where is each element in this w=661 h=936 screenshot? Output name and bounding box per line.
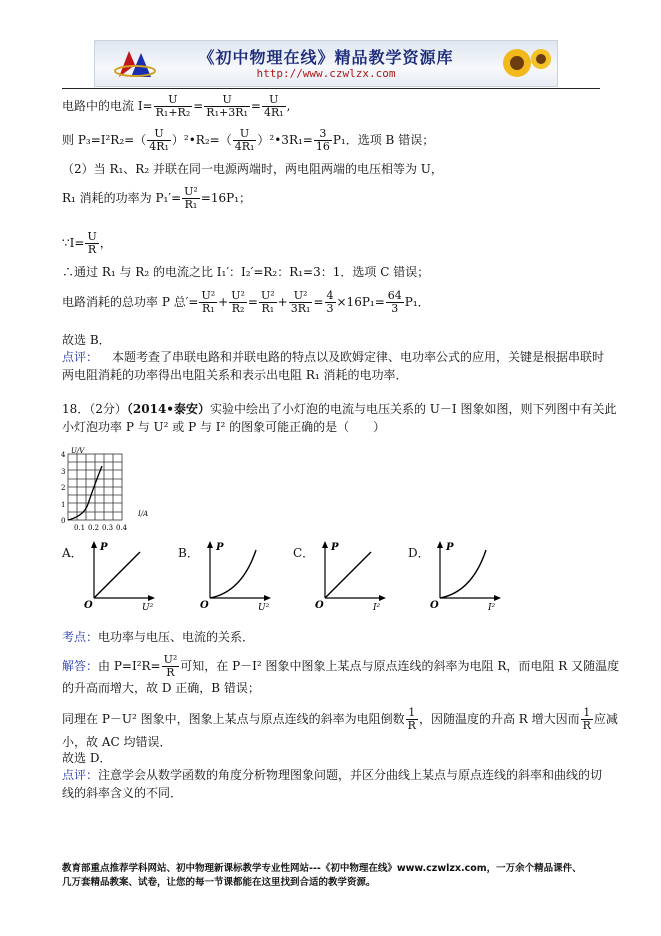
comment-line-1: 点评： 本题考查了串联电路和并联电路的特点以及欧姆定律、电功率公式的应用，关键是根据串联时	[62, 350, 605, 364]
header-banner	[94, 40, 558, 87]
y-arrow-icon	[322, 541, 328, 548]
solution-line-current: 电路中的电流 I= $\frac{U}{\text{R₁+R₂}}$ = $\frac{U}{\text{R₁+3R₁}}$ = $\frac{U}{\text{4R₁}}$ ,	[62, 93, 291, 119]
option-graph[interactable]	[198, 538, 278, 610]
option-letter[interactable]: D．	[408, 546, 430, 560]
option-y-label: P	[331, 542, 339, 553]
ui-y-label: U/V	[71, 447, 85, 455]
question-18-line-2: 小灯泡功率 P 与 U² 或 P 与 I² 的图象可能正确的是（ ）	[62, 420, 386, 434]
footer-line-1: 教育部重点推荐学科网站、初中物理新课标教学专业性网站---《初中物理在线》www.czwlzx.com，一万余个精品课件、	[62, 863, 582, 874]
option-y-label: P	[216, 542, 224, 553]
jieda-line-1: 解答：由 P=I²R= $\frac{\text{U²}}{R}$ 可知，在 P－I² 图象中图象上某点与原点连线的斜率为电阻 R，而电阻 R 又随温度	[62, 653, 620, 679]
banner-title: 《初中物理在线》精品教学资源库	[198, 48, 454, 67]
footer-line-2: 几万套精品教案、试卷，让您的每一节课都能在这里找到合适的教学资源。	[62, 877, 376, 888]
option-y-label: P	[446, 542, 454, 553]
option-graph[interactable]	[313, 538, 393, 610]
x-arrow-icon	[494, 595, 501, 601]
ui-y-tick: 0	[61, 517, 66, 525]
option-curve	[94, 552, 140, 598]
solution-line-p3: 则 P₃=I²R₂=（ $\frac{U}{\text{4R₁}}$ ）²•R₂=（ $\frac{U}{\text{4R₁}}$ ）²•3R₁= $\frac{3}{16}$ P₁．选项 B 错误；	[62, 127, 435, 153]
ui-graph	[58, 446, 158, 532]
ui-x-label: I/A	[138, 510, 149, 518]
jieda-line-2: 的升高而增大，故 D 正确，B 错误；	[62, 681, 260, 695]
option-origin-label: O	[315, 600, 324, 610]
ui-y-tick: 2	[61, 484, 66, 492]
option-letter[interactable]: A．	[62, 546, 83, 560]
ui-y-tick: 3	[61, 468, 66, 476]
option-x-label: U²	[258, 603, 270, 610]
option-y-label: P	[100, 542, 108, 553]
banner-url[interactable]: http://www.czwlzx.com	[256, 67, 396, 80]
ui-x-tick: 0.2	[88, 524, 100, 532]
option-x-label: I²	[373, 603, 381, 610]
option-graph[interactable]	[82, 538, 162, 610]
y-arrow-icon	[207, 541, 213, 548]
option-curve	[325, 552, 371, 598]
ui-x-tick: 0.4	[116, 524, 128, 532]
y-arrow-icon	[91, 541, 97, 548]
option-x-label: U²	[142, 603, 154, 610]
option-graph[interactable]	[428, 538, 508, 610]
x-arrow-icon	[148, 595, 155, 601]
jieda-line-4: 小，故 AC 均错误．	[62, 735, 172, 749]
ui-x-tick: 0.3	[102, 524, 114, 532]
option-curve	[440, 550, 486, 598]
ui-y-tick: 1	[61, 501, 66, 509]
ui-y-tick: 4	[61, 451, 66, 459]
option-letter[interactable]: B．	[178, 546, 199, 560]
option-x-label: I²	[488, 603, 496, 610]
jieda-line-5: 故选 D．	[62, 751, 112, 765]
answer-choice-b: 故选 B．	[62, 333, 111, 347]
footer	[62, 862, 602, 890]
dianping-line-1: 点评：注意学会从数学函数的角度分析物理图象问题，并区分曲线上某点与原点连线的斜率和曲线的切	[62, 768, 603, 782]
question-18-line-1: 18．（2分）（2014•泰安）实验中绘出了小灯泡的电流与电压关系的 U－I 图象如图，则下列图中有关此	[62, 402, 617, 416]
x-arrow-icon	[379, 595, 386, 601]
option-origin-label: O	[430, 600, 439, 610]
comment-line-2: 两电阻消耗的功率得出电阻关系和表示出电阻 R₁ 消耗的电功率．	[62, 368, 408, 382]
ui-x-tick: 0.1	[74, 524, 86, 532]
option-letter[interactable]: C．	[293, 546, 315, 560]
y-arrow-icon	[437, 541, 443, 548]
x-arrow-icon	[264, 595, 271, 601]
dianping-line-2: 线的斜率含义的不同．	[62, 786, 183, 800]
solution-line-parallel: （2）当 R₁、R₂ 并联在同一电源两端时，两电阻两端的电压相等为 U，	[62, 162, 443, 176]
option-origin-label: O	[84, 600, 93, 610]
option-origin-label: O	[200, 600, 209, 610]
sunflower-icon	[495, 43, 553, 85]
solution-line-ratio: ∴通过 R₁ 与 R₂ 的电流之比 I₁′：I₂′=R₂：R₁=3：1．选项 C 错误；	[62, 265, 430, 279]
header-divider	[62, 88, 600, 89]
solution-line-p1prime: R₁ 消耗的功率为 P₁′= $\frac{\text{U²}}{\text{R₁}}$ =16P₁；	[62, 185, 252, 211]
option-curve	[210, 550, 256, 598]
kaodian-line: 考点：电功率与电压、电流的关系．	[62, 630, 255, 644]
solution-line-total-power: 电路消耗的总功率 P 总′= $\frac{\text{U²}}{\text{R₁}}$ + $\frac{\text{U²}}{\text{R₂}}$ = $\frac{\text{U²}}{\text{R₁}}$ + $\frac{\text{U²}}{\text{3R₁}}$ = $\frac{4}{3}$ ×16P₁= $\frac{64}{3}$ P₁．	[62, 289, 430, 315]
solution-line-ohm: ∵I= $\frac{U}{R}$ ，	[62, 230, 112, 256]
jieda-line-3: 同理在 P－U² 图象中，图象上某点与原点连线的斜率为电阻倒数 $\frac{1}{R}$ ，因随温度的升高 R 增大因而 $\frac{1}{R}$ 应减	[62, 706, 618, 732]
